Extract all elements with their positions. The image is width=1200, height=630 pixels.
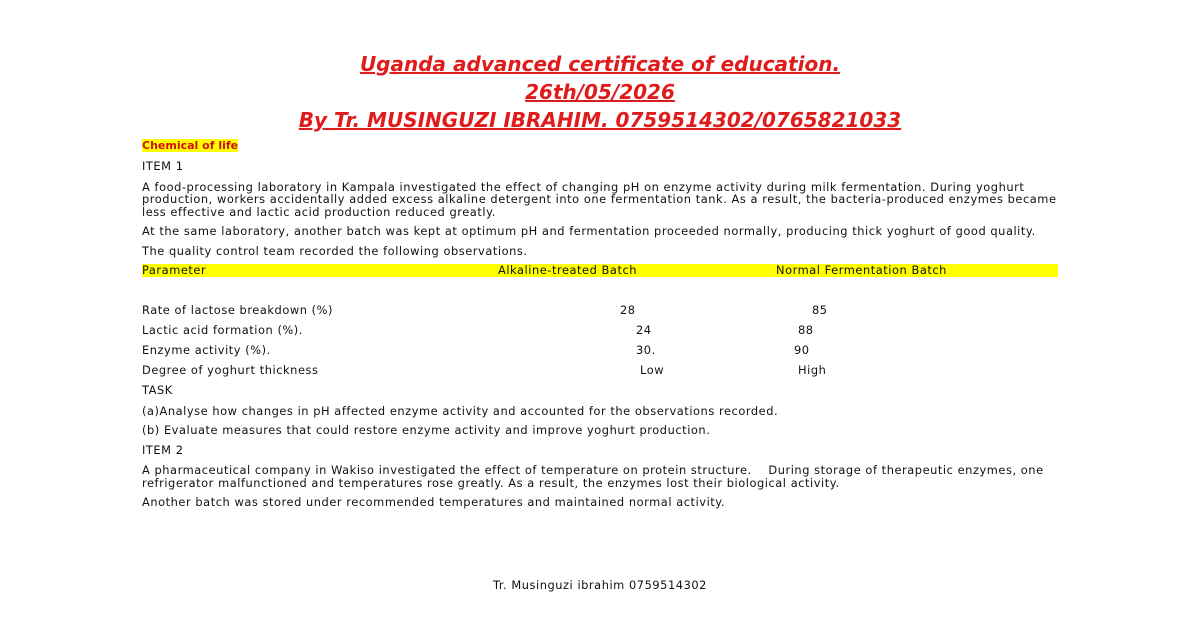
document-title: Uganda advanced certificate of education.	[359, 52, 841, 76]
row-normal-value: 85	[812, 303, 828, 317]
row-alkaline-value: 30.	[636, 343, 656, 357]
table-row	[142, 364, 1058, 377]
document-author: By Tr. MUSINGUZI IBRAHIM. 0759514302/0765821033	[298, 108, 902, 132]
header-parameter: Parameter	[142, 263, 207, 277]
task-a: (a)Analyse how changes in pH affected enzyme activity and accounted for the observations recorded.	[142, 403, 779, 418]
page-footer: Tr. Musinguzi ibrahim 0759514302	[493, 578, 707, 592]
task-b: (b) Evaluate measures that could restore enzyme activity and improve yoghurt production.	[142, 423, 711, 437]
document-date: 26th/05/2026	[525, 80, 675, 104]
item1-paragraph-2: At the same laboratory, another batch was kept at optimum pH and fermentation proceeded normally, producing thick yoghurt of good quality.	[142, 224, 1036, 238]
item1-paragraph-1: A food-processing laboratory in Kampala investigated the effect of changing pH on enzyme activity during milk fermentation. During yoghurt production, workers accidentally added excess alkaline detergent into one fermentation tank. As a result, the bacteria-produced enzymes became less effective and lactic acid production reduced greatly.	[142, 179, 1057, 219]
row-parameter: Rate of lactose breakdown (%)	[142, 303, 334, 317]
row-normal-value: High	[798, 363, 827, 377]
row-normal-value: 90	[794, 343, 810, 357]
row-normal-value: 88	[798, 323, 814, 337]
item1-paragraph-3: The quality control team recorded the following observations.	[142, 243, 528, 258]
row-parameter: Enzyme activity (%).	[142, 343, 271, 357]
document-page	[142, 50, 1058, 509]
row-alkaline-value: Low	[640, 363, 665, 377]
header-normal-batch: Normal Fermentation Batch	[776, 263, 947, 277]
row-alkaline-value: 24	[636, 323, 652, 337]
row-alkaline-value: 28	[620, 303, 636, 317]
item2-paragraph-1: A pharmaceutical company in Wakiso investigated the effect of temperature on protein structure. During storage of therapeutic enzymes, one refrigerator malfunctioned and temperatures rose greatly. As a result, the enzymes lost their biological activity.	[142, 463, 1048, 490]
row-parameter: Degree of yoghurt thickness	[142, 363, 319, 377]
topic-highlight: Chemical of life	[142, 139, 239, 152]
table-row	[142, 344, 1058, 357]
item1-heading: ITEM 1	[142, 159, 184, 173]
observations-table-header	[142, 264, 1058, 277]
row-parameter: Lactic acid formation (%).	[142, 323, 303, 337]
item2-paragraph-2: Another batch was stored under recommended temperatures and maintained normal activity.	[142, 495, 726, 509]
item2-heading: ITEM 2	[142, 442, 184, 457]
header-alkaline-batch: Alkaline-treated Batch	[498, 263, 638, 277]
table-row	[142, 324, 1058, 337]
task-heading: TASK	[142, 383, 173, 397]
table-row	[142, 304, 1058, 317]
